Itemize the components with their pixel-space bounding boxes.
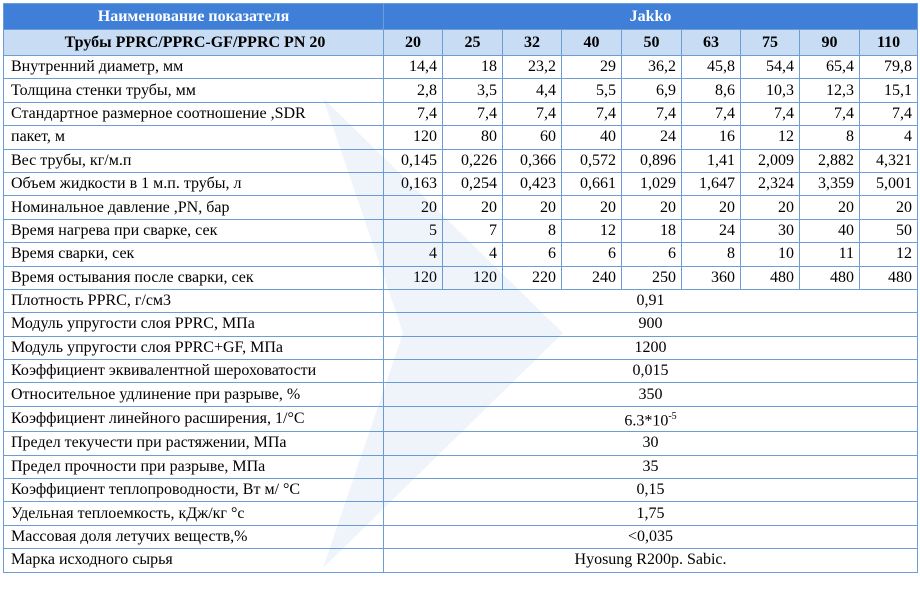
row-label: Вес трубы, кг/м.п bbox=[4, 149, 384, 172]
size-header: 90 bbox=[800, 30, 860, 56]
row-label: Марка исходного сырья bbox=[4, 549, 384, 572]
size-header: 40 bbox=[562, 30, 622, 56]
row-label: пакет, м bbox=[4, 126, 384, 149]
row-value: 3,359 bbox=[800, 172, 860, 195]
row-value: 20 bbox=[562, 196, 622, 219]
header-brand: Jakko bbox=[384, 4, 918, 30]
merged-value-text: 1,75 bbox=[636, 504, 665, 522]
row-value: 65,4 bbox=[800, 56, 860, 79]
row-value: 0,661 bbox=[562, 172, 622, 195]
row-value: 7,4 bbox=[622, 102, 682, 125]
row-value: 12 bbox=[741, 126, 800, 149]
row-label: Время сварки, сек bbox=[4, 243, 384, 266]
table-row bbox=[4, 266, 918, 289]
merged-value bbox=[384, 383, 918, 406]
row-value: 24 bbox=[682, 219, 741, 242]
size-header: 32 bbox=[503, 30, 562, 56]
table-row bbox=[4, 336, 918, 359]
row-value: 8 bbox=[503, 219, 562, 242]
merged-value bbox=[384, 478, 918, 501]
row-value: 20 bbox=[622, 196, 682, 219]
row-value: 6 bbox=[562, 243, 622, 266]
row-value: 0,226 bbox=[443, 149, 503, 172]
row-value: 50 bbox=[860, 219, 918, 242]
row-value: 6 bbox=[622, 243, 682, 266]
row-value: 480 bbox=[800, 266, 860, 289]
row-value: 5,001 bbox=[860, 172, 918, 195]
merged-value bbox=[384, 525, 918, 548]
row-value: 8 bbox=[800, 126, 860, 149]
table-row bbox=[4, 126, 918, 149]
row-value: 20 bbox=[860, 196, 918, 219]
row-value: 45,8 bbox=[682, 56, 741, 79]
row-value: 20 bbox=[503, 196, 562, 219]
table-row bbox=[4, 549, 918, 572]
merged-value-text: <0,035 bbox=[628, 527, 674, 545]
row-value: 120 bbox=[443, 266, 503, 289]
size-header: 20 bbox=[384, 30, 443, 56]
row-value: 20 bbox=[741, 196, 800, 219]
table-row bbox=[4, 432, 918, 455]
row-value: 20 bbox=[682, 196, 741, 219]
row-label: Коэффициент эквивалентной шероховатости bbox=[4, 360, 384, 383]
row-value: 480 bbox=[860, 266, 918, 289]
row-value: 1,029 bbox=[622, 172, 682, 195]
row-value: 5,5 bbox=[562, 79, 622, 102]
subheader-row bbox=[4, 30, 918, 56]
row-value: 2,8 bbox=[384, 79, 443, 102]
row-value: 18 bbox=[622, 219, 682, 242]
row-value: 4,4 bbox=[503, 79, 562, 102]
table-row bbox=[4, 102, 918, 125]
row-value: 7,4 bbox=[682, 102, 741, 125]
row-value: 8 bbox=[682, 243, 741, 266]
row-label: Коэффициент теплопроводности, Вт м/ °C bbox=[4, 478, 384, 501]
row-value: 11 bbox=[800, 243, 860, 266]
row-value: 16 bbox=[682, 126, 741, 149]
row-value: 80 bbox=[443, 126, 503, 149]
row-label: Толщина стенки трубы, мм bbox=[4, 79, 384, 102]
table-row bbox=[4, 172, 918, 195]
row-value: 0,163 bbox=[384, 172, 443, 195]
row-value: 12 bbox=[562, 219, 622, 242]
table-row bbox=[4, 502, 918, 525]
row-label: Коэффициент линейного расширения, 1/°C bbox=[4, 406, 384, 431]
row-label: Относительное удлинение при разрыве, % bbox=[4, 383, 384, 406]
size-header: 110 bbox=[860, 30, 918, 56]
row-value: 3,5 bbox=[443, 79, 503, 102]
row-label: Стандартное размерное соотношение ,SDR bbox=[4, 102, 384, 125]
row-value: 4,321 bbox=[860, 149, 918, 172]
row-value: 250 bbox=[622, 266, 682, 289]
merged-value-text: 6.3*10 bbox=[624, 412, 669, 430]
row-value: 7,4 bbox=[443, 102, 503, 125]
row-value: 6 bbox=[503, 243, 562, 266]
header-row bbox=[4, 4, 918, 30]
merged-value bbox=[384, 455, 918, 478]
size-header: 25 bbox=[443, 30, 503, 56]
row-value: 20 bbox=[384, 196, 443, 219]
row-value: 120 bbox=[384, 126, 443, 149]
merged-value bbox=[384, 313, 918, 336]
row-value: 24 bbox=[622, 126, 682, 149]
row-label: Предел текучести при растяжении, МПа bbox=[4, 432, 384, 455]
row-value: 7,4 bbox=[503, 102, 562, 125]
merged-value-text: 350 bbox=[638, 385, 663, 403]
row-value: 7,4 bbox=[860, 102, 918, 125]
row-value: 4 bbox=[443, 243, 503, 266]
row-value: 7,4 bbox=[562, 102, 622, 125]
row-value: 79,8 bbox=[860, 56, 918, 79]
merged-value bbox=[384, 406, 918, 431]
header-col-name: Наименование показателя bbox=[4, 4, 384, 30]
spec-table-container bbox=[3, 3, 917, 591]
table-row bbox=[4, 196, 918, 219]
merged-value-text: 900 bbox=[638, 315, 663, 333]
row-value: 2,324 bbox=[741, 172, 800, 195]
row-value: 120 bbox=[384, 266, 443, 289]
row-value: 23,2 bbox=[503, 56, 562, 79]
subheader-pipe-type: Трубы PPRC/PPRC-GF/PPRC PN 20 bbox=[4, 30, 384, 56]
table-row bbox=[4, 313, 918, 336]
row-label: Предел прочности при разрыве, МПа bbox=[4, 455, 384, 478]
row-value: 0,896 bbox=[622, 149, 682, 172]
merged-value-text: 0,15 bbox=[636, 481, 665, 499]
row-value: 7 bbox=[443, 219, 503, 242]
table-row bbox=[4, 383, 918, 406]
row-label: Массовая доля летучих веществ,% bbox=[4, 525, 384, 548]
row-value: 240 bbox=[562, 266, 622, 289]
merged-value-text: Hyosung R200p. Sabic. bbox=[574, 551, 727, 569]
row-value: 12,3 bbox=[800, 79, 860, 102]
table-row bbox=[4, 360, 918, 383]
merged-value-text: 1200 bbox=[634, 338, 667, 356]
table-row bbox=[4, 243, 918, 266]
row-value: 360 bbox=[682, 266, 741, 289]
merged-value-text: 35 bbox=[642, 457, 659, 475]
row-value: 30 bbox=[741, 219, 800, 242]
merged-value-text: 0,91 bbox=[636, 292, 665, 310]
table-row bbox=[4, 455, 918, 478]
row-value: 0,145 bbox=[384, 149, 443, 172]
row-value: 220 bbox=[503, 266, 562, 289]
row-label: Удельная теплоемкость, кДж/кг °c bbox=[4, 502, 384, 525]
row-value: 20 bbox=[800, 196, 860, 219]
merged-value bbox=[384, 432, 918, 455]
row-value: 36,2 bbox=[622, 56, 682, 79]
size-header: 50 bbox=[622, 30, 682, 56]
row-value: 7,4 bbox=[741, 102, 800, 125]
row-label: Номинальное давление ,PN, бар bbox=[4, 196, 384, 219]
merged-value bbox=[384, 502, 918, 525]
row-value: 10 bbox=[741, 243, 800, 266]
row-value: 12 bbox=[860, 243, 918, 266]
row-value: 20 bbox=[443, 196, 503, 219]
table-row bbox=[4, 56, 918, 79]
merged-value bbox=[384, 336, 918, 359]
row-value: 14,4 bbox=[384, 56, 443, 79]
row-value: 0,423 bbox=[503, 172, 562, 195]
row-label: Модуль упругости слоя PPRC+GF, МПа bbox=[4, 336, 384, 359]
table-row bbox=[4, 149, 918, 172]
row-label: Объем жидкости в 1 м.п. трубы, л bbox=[4, 172, 384, 195]
row-value: 40 bbox=[800, 219, 860, 242]
row-value: 8,6 bbox=[682, 79, 741, 102]
merged-value bbox=[384, 289, 918, 312]
size-header: 63 bbox=[682, 30, 741, 56]
row-label: Плотность PPRC, г/см3 bbox=[4, 289, 384, 312]
row-value: 2,882 bbox=[800, 149, 860, 172]
row-value: 60 bbox=[503, 126, 562, 149]
row-label: Время нагрева при сварке, сек bbox=[4, 219, 384, 242]
table-row bbox=[4, 525, 918, 548]
row-value: 40 bbox=[562, 126, 622, 149]
merged-value bbox=[384, 549, 918, 572]
row-label: Внутренний диаметр, мм bbox=[4, 56, 384, 79]
row-value: 6,9 bbox=[622, 79, 682, 102]
size-header: 75 bbox=[741, 30, 800, 56]
row-label: Время остывания после сварки, сек bbox=[4, 266, 384, 289]
merged-value-superscript: -5 bbox=[668, 410, 677, 422]
row-value: 15,1 bbox=[860, 79, 918, 102]
row-value: 1,647 bbox=[682, 172, 741, 195]
pipe-spec-table bbox=[3, 3, 918, 573]
merged-value bbox=[384, 360, 918, 383]
table-row bbox=[4, 79, 918, 102]
row-value: 54,4 bbox=[741, 56, 800, 79]
row-value: 29 bbox=[562, 56, 622, 79]
table-row bbox=[4, 219, 918, 242]
row-value: 4 bbox=[860, 126, 918, 149]
row-value: 2,009 bbox=[741, 149, 800, 172]
row-value: 1,41 bbox=[682, 149, 741, 172]
row-value: 10,3 bbox=[741, 79, 800, 102]
row-value: 0,572 bbox=[562, 149, 622, 172]
merged-value-text: 30 bbox=[642, 434, 659, 452]
row-value: 18 bbox=[443, 56, 503, 79]
row-value: 0,366 bbox=[503, 149, 562, 172]
row-value: 480 bbox=[741, 266, 800, 289]
table-row bbox=[4, 289, 918, 312]
row-label: Модуль упругости слоя PPRC, МПа bbox=[4, 313, 384, 336]
row-value: 7,4 bbox=[800, 102, 860, 125]
row-value: 5 bbox=[384, 219, 443, 242]
table-row bbox=[4, 478, 918, 501]
row-value: 7,4 bbox=[384, 102, 443, 125]
table-row bbox=[4, 406, 918, 431]
row-value: 4 bbox=[384, 243, 443, 266]
merged-value-text: 0,015 bbox=[632, 362, 669, 380]
row-value: 0,254 bbox=[443, 172, 503, 195]
